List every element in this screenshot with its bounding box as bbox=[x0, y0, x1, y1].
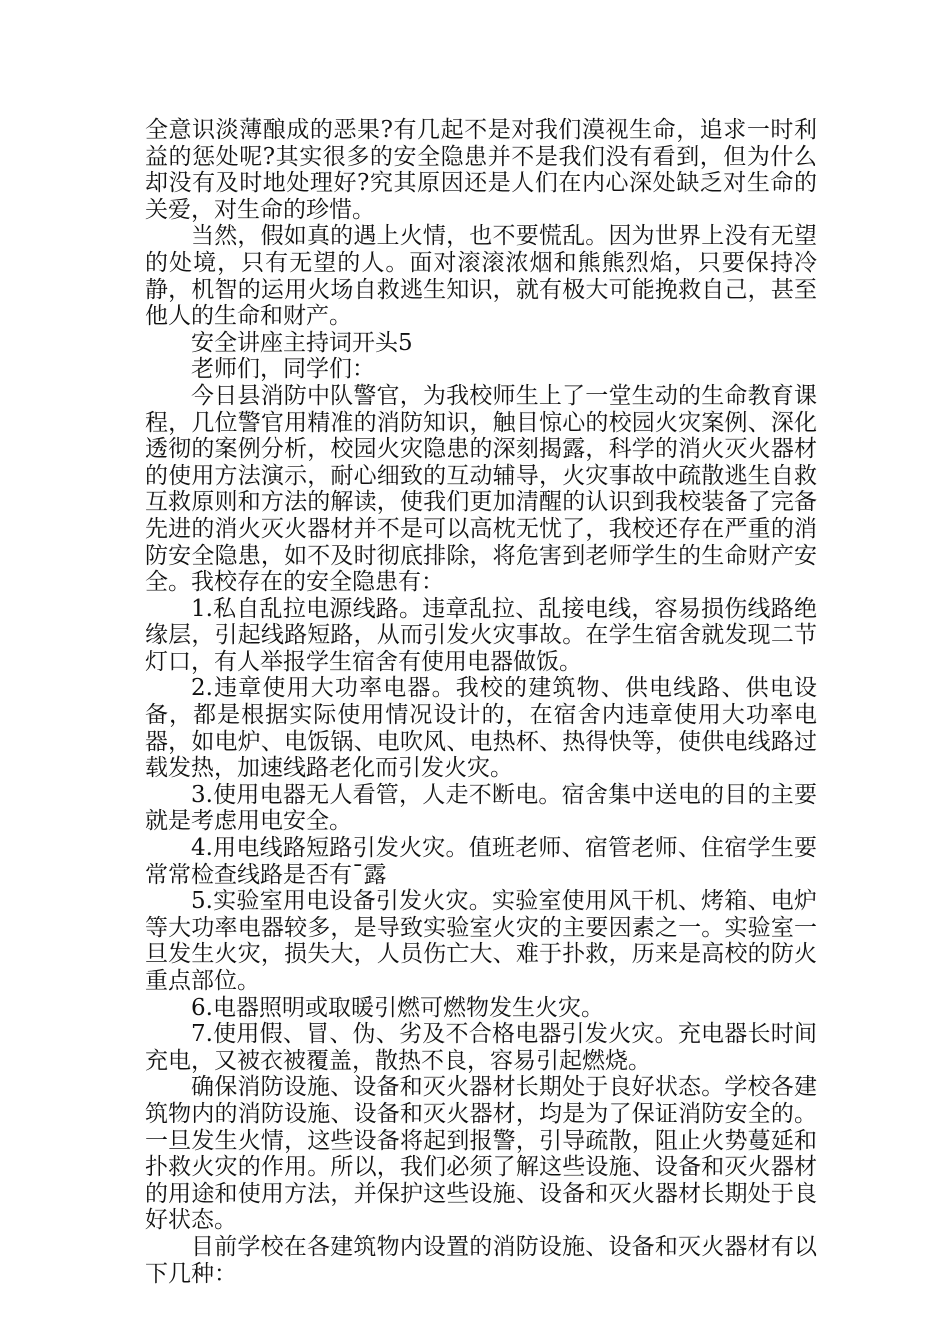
salutation: 老师们，同学们： bbox=[191, 356, 375, 383]
paragraph: 确保消防设施、设备和灭火器材长期处于良好状态。学校各建筑物内的消防设施、设备和灭火器材，均是为了保证消防安全的。一旦发生火情，这些设备将起到报警，引导疏散，阻止火势蔓延和扑救火灾的作用。所以，我们必须了解这些设施、设备和灭火器材的用途和使用方法，并保护这些设施、设备和灭火器材长期处于良好状态。 bbox=[145, 1074, 817, 1234]
list-item: 3.使用电器无人看管，人走不断电。宿舍集中送电的目的主要就是考虑用电安全。 bbox=[145, 781, 817, 835]
paragraph: 目前学校在各建筑物内设置的消防设施、设备和灭火器材有以下几种： bbox=[145, 1233, 817, 1287]
list-item: 2.违章使用大功率电器。我校的建筑物、供电线路、供电设备，都是根据实际使用情况设计的，在宿舍内违章使用大功率电器，如电炉、电饭锅、电吹风、电热杯、热得快等，使供电线路过载发热，加速线路老化而引发火灾。 bbox=[145, 675, 817, 782]
list-item: 6.电器照明或取暖引燃可燃物发生火灾。 bbox=[191, 994, 604, 1021]
list-item: 1.私自乱拉电源线路。违章乱拉、乱接电线，容易损伤线路绝缘层，引起线路短路，从而引发火灾事故。在学生宿舍就发现二节灯口，有人举报学生宿舍有使用电器做饭。 bbox=[145, 595, 817, 675]
paragraph: 今日县消防中队警官，为我校师生上了一堂生动的生命教育课程，几位警官用精准的消防知识，触目惊心的校园火灾案例、深化透彻的案例分析，校园火灾隐患的深刻揭露，科学的消火灭火器材的使用方法演示，耐心细致的互动辅导，火灾事故中疏散逃生自救互救原则和方法的解读，使我们更加清醒的认识到我校装备了完备先进的消火灭火器材并不是可以高枕无忧了，我校还存在严重的消防安全隐患，如不及时彻底排除，将危害到老师学生的生命财产安全。我校存在的安全隐患有： bbox=[145, 382, 817, 596]
list-item: 4.用电线路短路引发火灾。值班老师、宿管老师、住宿学生要常常检查线路是否有ˉ露 bbox=[145, 835, 817, 888]
document-body bbox=[145, 117, 817, 1287]
paragraph: 当然，假如真的遇上火情，也不要慌乱。因为世界上没有无望的处境，只有无望的人。面对滚滚浓烟和熊熊烈焰，只要保持冷静，机智的运用火场自救逃生知识，就有极大可能挽救自己，甚至他人的生命和财产。 bbox=[145, 223, 817, 330]
paragraph: 全意识淡薄酿成的恶果?有几起不是对我们漠视生命，追求一时利益的惩处呢?其实很多的安全隐患并不是我们没有看到，但为什么却没有及时地处理好?究其原因还是人们在内心深处缺乏对生命的关爱，对生命的珍惜。 bbox=[145, 117, 817, 223]
section-heading: 安全讲座主持词开头5 bbox=[191, 329, 413, 356]
list-item: 7.使用假、冒、伪、劣及不合格电器引发火灾。充电器长时间充电，又被衣被覆盖，散热不良，容易引起燃烧。 bbox=[145, 1021, 817, 1074]
list-item: 5.实验室用电设备引发火灾。实验室使用风干机、烤箱、电炉等大功率电器较多，是导致实验室火灾的主要因素之一。实验室一旦发生火灾，损失大，人员伤亡大、难于扑救，历来是高校的防火重点部位。 bbox=[145, 888, 817, 994]
